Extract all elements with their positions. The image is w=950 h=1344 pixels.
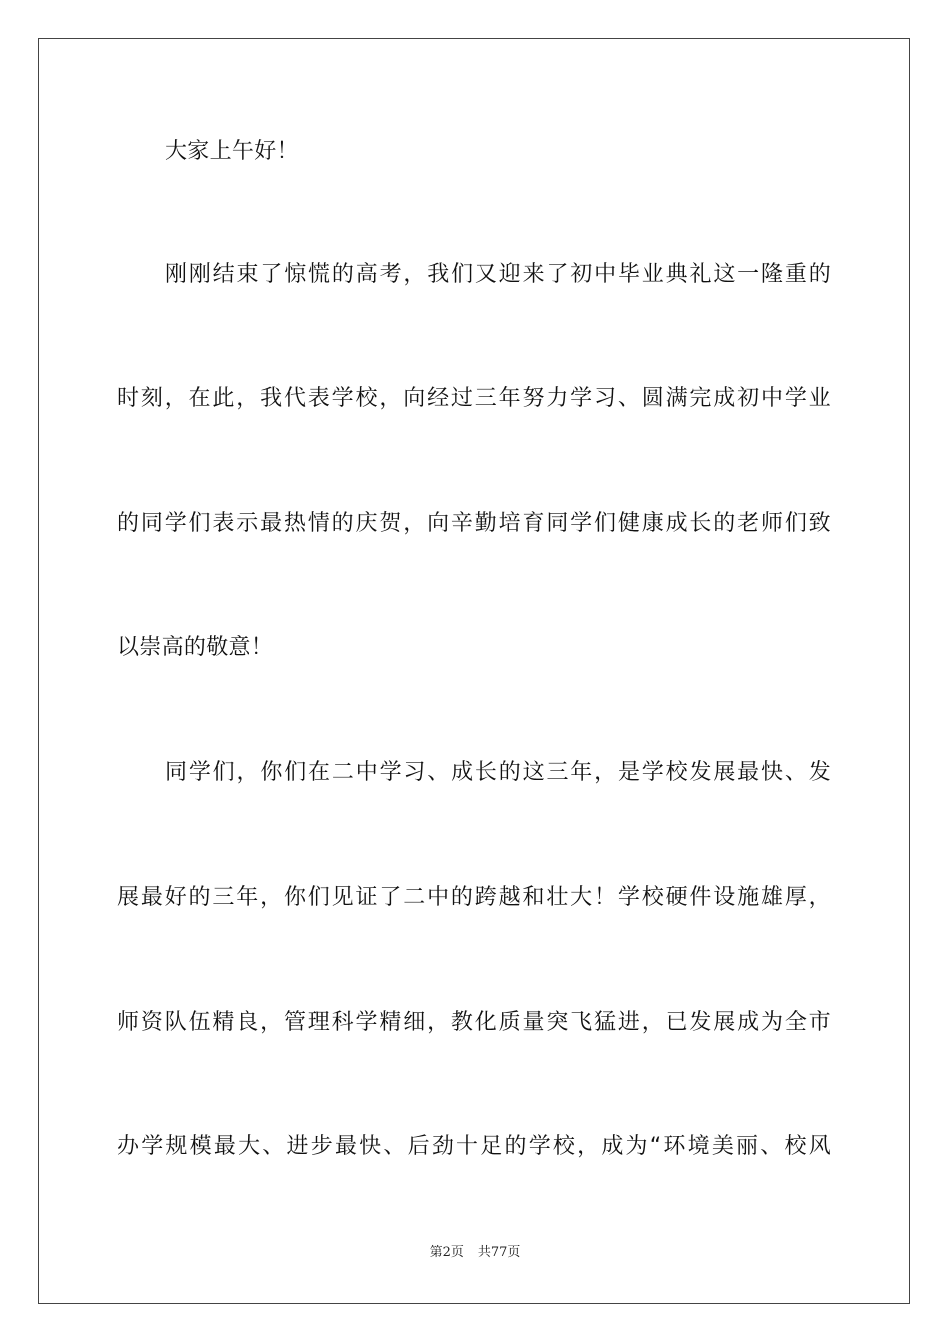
body-text-line: 时刻，在此，我代表学校，向经过三年努力学习、圆满完成初中学业 [117,386,831,411]
body-text-line: 展最好的三年，你们见证了二中的跨越和壮大！学校硬件设施雄厚， [117,885,831,910]
body-text-line: 师资队伍精良，管理科学精细，教化质量突飞猛进，已发展成为全市 [117,1010,831,1035]
greeting-line: 大家上午好！ [165,139,299,164]
page-number: 第2页 [429,1245,464,1260]
body-text-line: 以崇高的敬意！ [117,635,274,660]
body-text-line: 的同学们表示最热情的庆贺，向辛勤培育同学们健康成长的老师们致 [117,511,831,536]
body-text-line: 刚刚结束了惊慌的高考，我们又迎来了初中毕业典礼这一隆重的 [165,262,831,287]
body-text-line: 办学规模最大、进步最快、后劲十足的学校，成为“环境美丽、校风 [117,1134,831,1159]
total-pages: 共77页 [477,1245,521,1260]
page-border [38,38,910,1304]
page-footer [0,1244,950,1262]
body-text-line: 同学们，你们在二中学习、成长的这三年，是学校发展最快、发 [165,760,831,785]
